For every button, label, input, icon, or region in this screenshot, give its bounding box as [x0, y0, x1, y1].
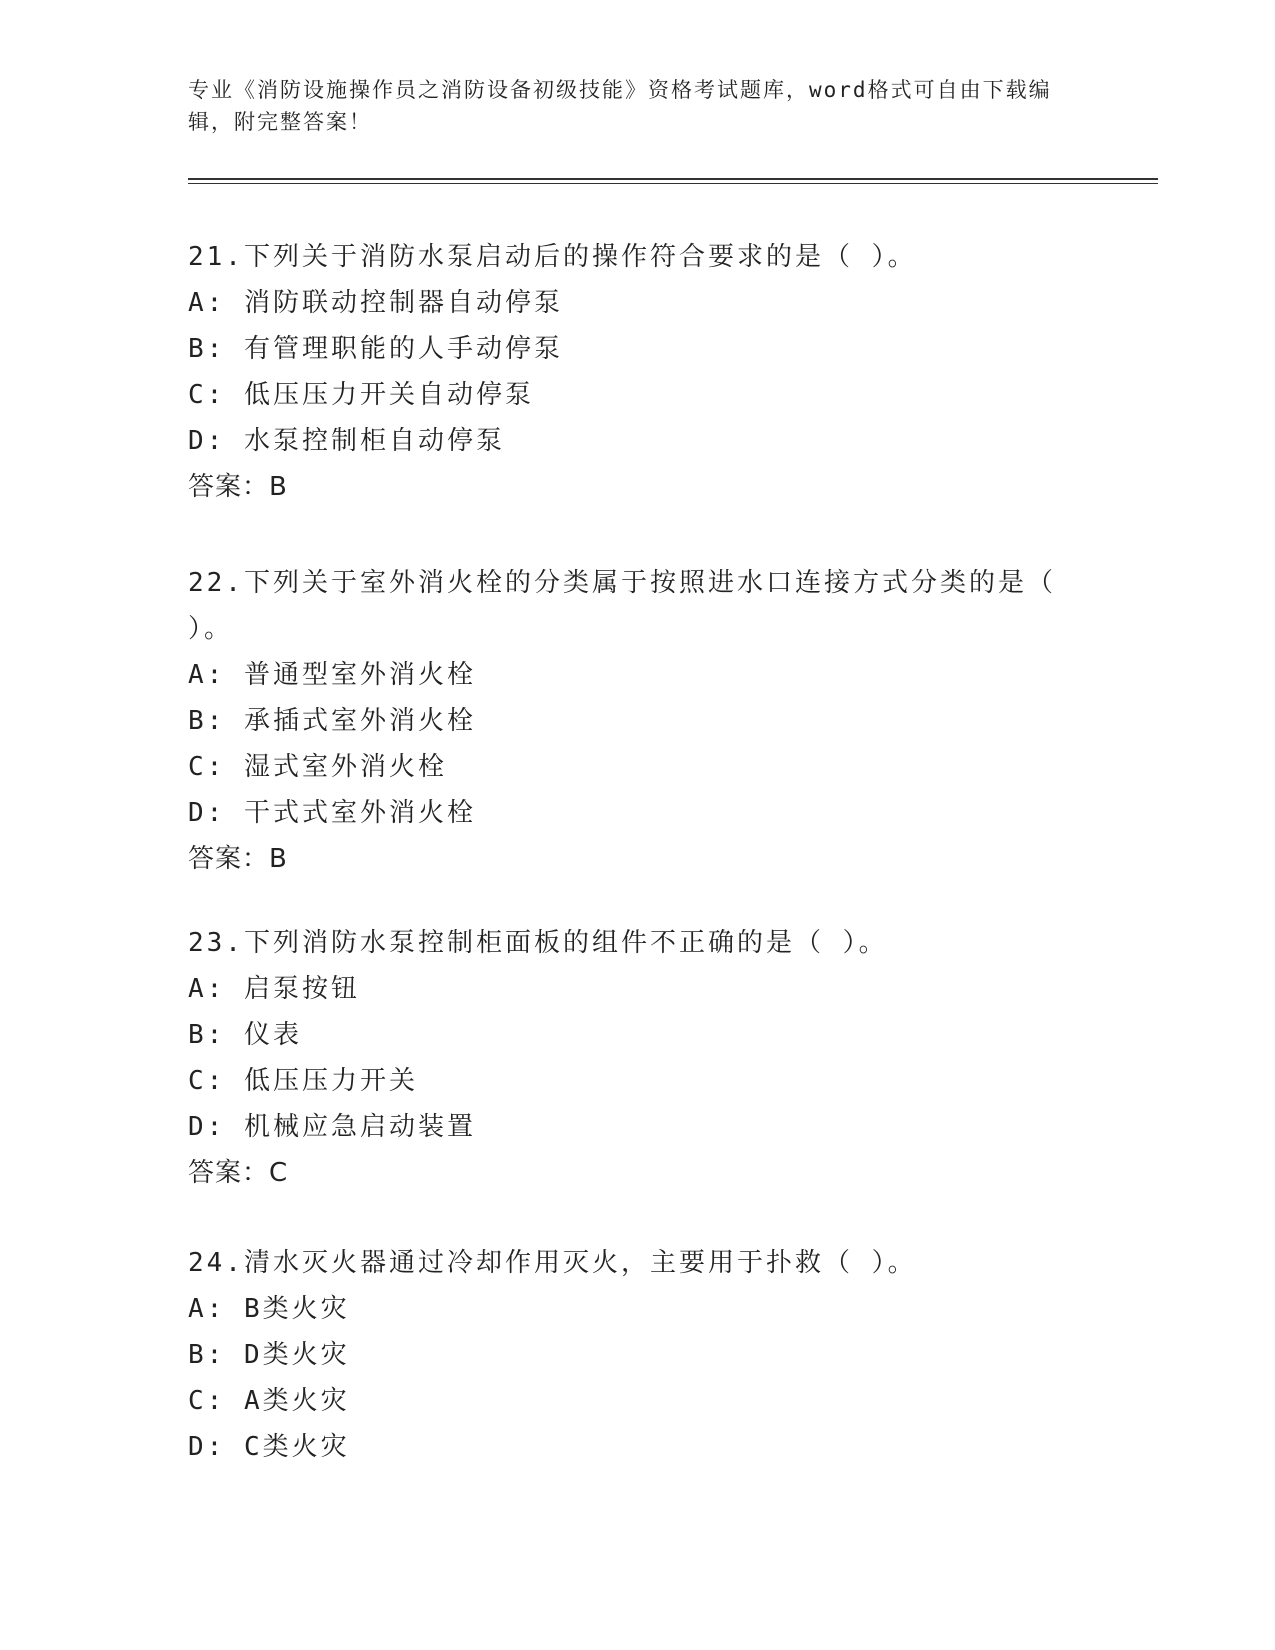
question-stem: 24.清水灭火器通过冷却作用灭火，主要用于扑救（ ）。 [188, 1248, 917, 1278]
option-c: C: A类火灾 [188, 1386, 350, 1416]
option-b: B: 有管理职能的人手动停泵 [188, 334, 563, 364]
option-a: A: 普通型室外消火栓 [188, 660, 476, 690]
question-23 [188, 920, 1068, 1196]
question-22 [188, 560, 1068, 882]
option-a: A: 启泵按钮 [188, 974, 360, 1004]
answer: 答案：B [188, 472, 288, 502]
option-d: D: C类火灾 [188, 1432, 350, 1462]
question-stem: 23.下列消防水泵控制柜面板的组件不正确的是（ ）。 [188, 928, 888, 958]
option-d: D: 机械应急启动装置 [188, 1112, 476, 1142]
option-b: B: 承插式室外消火栓 [188, 706, 476, 736]
option-c: C: 低压压力开关 [188, 1066, 418, 1096]
option-b: B: 仪表 [188, 1020, 302, 1050]
option-c: C: 湿式室外消火栓 [188, 752, 447, 782]
option-b: B: D类火灾 [188, 1340, 350, 1370]
answer: 答案：B [188, 844, 288, 874]
question-stem: 21.下列关于消防水泵启动后的操作符合要求的是（ ）。 [188, 242, 917, 272]
option-c: C: 低压压力开关自动停泵 [188, 380, 534, 410]
question-stem: 22.下列关于室外消火栓的分类属于按照进水口连接方式分类的是（ ）。 [188, 568, 1056, 644]
answer: 答案：C [188, 1158, 289, 1188]
option-d: D: 干式式室外消火栓 [188, 798, 476, 828]
option-a: A: 消防联动控制器自动停泵 [188, 288, 563, 318]
header-divider [188, 178, 1158, 184]
question-24 [188, 1240, 1068, 1470]
document-header-text: 专业《消防设施操作员之消防设备初级技能》资格考试题库，word格式可自由下载编辑，附完整答案！ [188, 78, 1052, 134]
question-21 [188, 234, 1068, 510]
option-d: D: 水泵控制柜自动停泵 [188, 426, 505, 456]
option-a: A: B类火灾 [188, 1294, 350, 1324]
